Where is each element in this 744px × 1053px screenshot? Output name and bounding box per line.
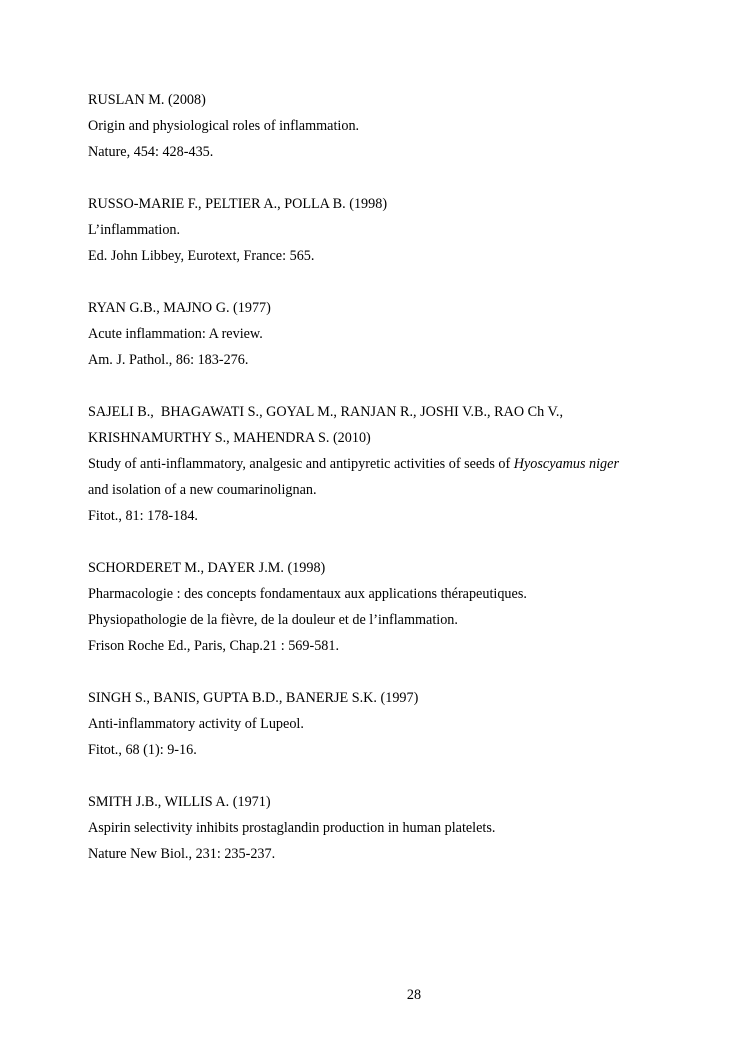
reference-source: Fitot., 68 (1): 9-16. — [88, 742, 197, 758]
reference-schorderet-1998 — [88, 555, 688, 659]
reference-source: Nature New Biol., 231: 235-237. — [88, 846, 276, 862]
reference-title: Origin and physiological roles of inflammation. — [88, 118, 360, 134]
reference-authors: RUSLAN M. (2008) — [88, 92, 206, 108]
reference-authors: RUSSO-MARIE F., PELTIER A., POLLA B. (1998) — [88, 196, 388, 212]
reference-source: Ed. John Libbey, Eurotext, France: 565. — [88, 248, 315, 264]
reference-title-line-2: Physiopathologie de la fièvre, de la douleur et de l’inflammation. — [88, 612, 458, 628]
reference-title: Anti-inflammatory activity of Lupeol. — [88, 716, 304, 732]
reference-source: Fitot., 81: 178-184. — [88, 508, 198, 524]
reference-authors: SMITH J.B., WILLIS A. (1971) — [88, 794, 271, 810]
page-number: 28 — [406, 987, 422, 1003]
reference-ruslan-2008 — [88, 87, 688, 165]
reference-title-line-2: and isolation of a new coumarinolignan. — [88, 482, 317, 498]
reference-singh-1997 — [88, 685, 688, 763]
reference-title-line-1 — [88, 451, 688, 477]
reference-authors-line-1: SAJELI B., BHAGAWATI S., GOYAL M., RANJAN R., JOSHI V.B., RAO Ch V., — [88, 404, 563, 420]
reference-ryan-1977 — [88, 295, 688, 373]
reference-list — [88, 87, 688, 893]
species-name: Hyoscyamus niger — [513, 456, 619, 472]
reference-source: Am. J. Pathol., 86: 183-276. — [88, 352, 249, 368]
reference-title-text: Study of anti-inflammatory, analgesic and antipyretic activities of seeds of — [88, 456, 514, 472]
reference-sajeli-2010 — [88, 399, 688, 529]
reference-title: Acute inflammation: A review. — [88, 326, 263, 342]
reference-authors: SINGH S., BANIS, GUPTA B.D., BANERJE S.K. (1997) — [88, 690, 419, 706]
reference-source: Nature, 454: 428-435. — [88, 144, 214, 160]
reference-title: Aspirin selectivity inhibits prostaglandin production in human platelets. — [88, 820, 496, 836]
reference-authors: SCHORDERET M., DAYER J.M. (1998) — [88, 560, 326, 576]
reference-smith-1971 — [88, 789, 688, 867]
reference-authors: RYAN G.B., MAJNO G. (1977) — [88, 300, 271, 316]
reference-russo-marie-1998 — [88, 191, 688, 269]
reference-source: Frison Roche Ed., Paris, Chap.21 : 569-581. — [88, 638, 340, 654]
reference-title: L’inflammation. — [88, 222, 181, 238]
reference-authors-line-2: KRISHNAMURTHY S., MAHENDRA S. (2010) — [88, 430, 371, 446]
reference-title-line-1: Pharmacologie : des concepts fondamentaux aux applications thérapeutiques. — [88, 586, 527, 602]
